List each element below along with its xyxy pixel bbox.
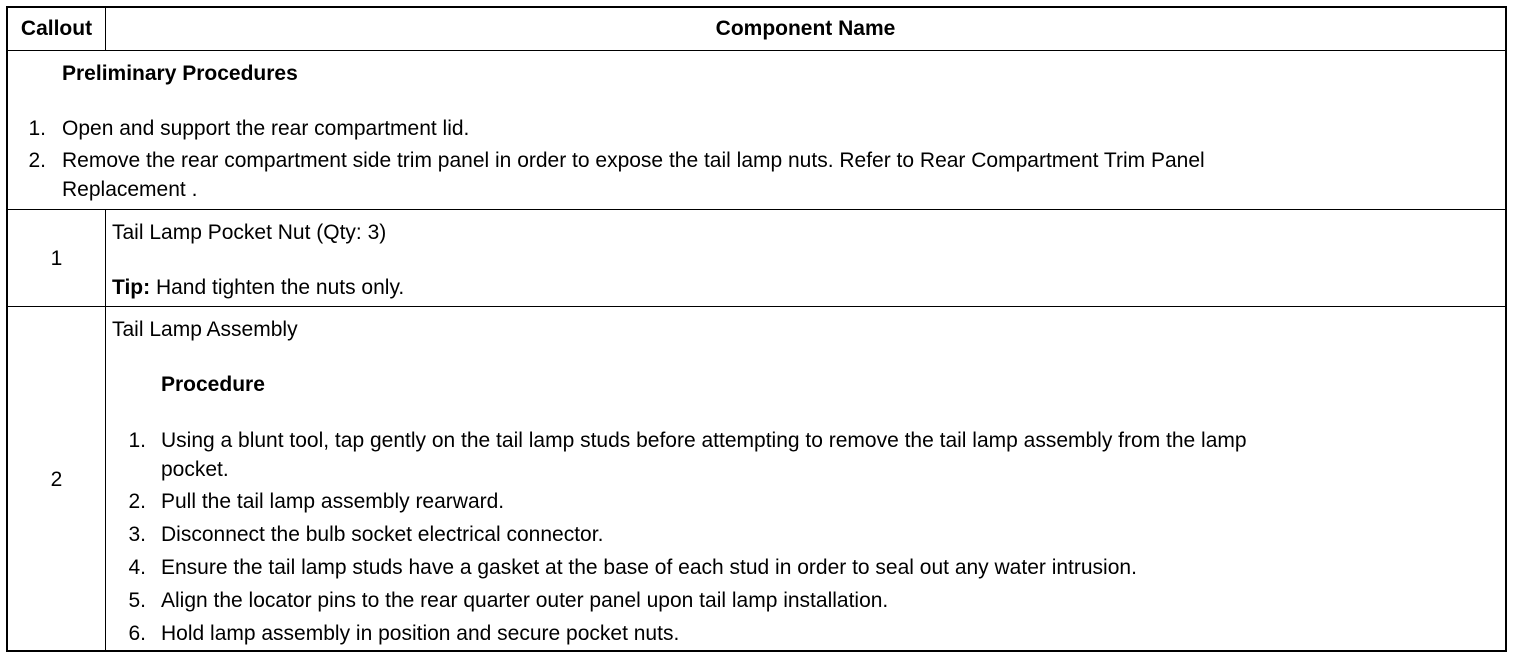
procedure-step-text: Using a blunt tool, tap gently on the tail lamp studs before attempting to remove the tail lamp assembly from the lamp bbox=[161, 429, 1247, 452]
procedure-step-number: 5. bbox=[128, 589, 146, 612]
procedure-step-text: Pull the tail lamp assembly rearward. bbox=[161, 490, 505, 513]
callout-header: Callout bbox=[20, 17, 93, 40]
table-row bbox=[8, 210, 1505, 307]
procedure-step-number: 6. bbox=[128, 622, 146, 645]
procedure-step-text: Align the locator pins to the rear quarter outer panel upon tail lamp installation. bbox=[161, 589, 889, 612]
tip-text: Hand tighten the nuts only. bbox=[150, 276, 405, 299]
procedure-step-number: 4. bbox=[128, 556, 146, 579]
procedure-step-text: Disconnect the bulb socket electrical connector. bbox=[161, 523, 604, 546]
column-divider bbox=[105, 307, 106, 650]
column-divider bbox=[105, 210, 106, 306]
component-name: Tail Lamp Pocket Nut (Qty: 3) bbox=[112, 221, 387, 244]
procedure-title: Procedure bbox=[161, 373, 265, 396]
procedure-step-number: 2. bbox=[128, 490, 146, 513]
preliminary-step-text: Open and support the rear compartment lid. bbox=[62, 117, 470, 140]
component-table bbox=[6, 6, 1507, 652]
procedure-step-text: Hold lamp assembly in position and secure pocket nuts. bbox=[161, 622, 680, 645]
procedure-step-number: 3. bbox=[128, 523, 146, 546]
component-name: Tail Lamp Assembly bbox=[112, 318, 298, 341]
header-row bbox=[8, 8, 1505, 51]
preliminary-step-text: Remove the rear compartment side trim panel in order to expose the tail lamp nuts. Refer to Rear Compartment Trim Panel bbox=[62, 149, 1205, 172]
preliminary-step-number: 2. bbox=[28, 149, 46, 172]
tip-label: Tip: bbox=[112, 276, 151, 299]
preliminary-title: Preliminary Procedures bbox=[62, 62, 298, 85]
preliminary-step-number: 1. bbox=[28, 117, 46, 140]
tip-note bbox=[112, 273, 404, 302]
procedure-step-text-continued: pocket. bbox=[161, 458, 229, 481]
component-name-header: Component Name bbox=[715, 17, 896, 40]
callout-number: 2 bbox=[50, 468, 63, 491]
table-row bbox=[8, 307, 1505, 650]
procedure-step-number: 1. bbox=[128, 429, 146, 452]
preliminary-step-text-continued: Replacement . bbox=[62, 178, 198, 201]
procedure-step-text: Ensure the tail lamp studs have a gasket at the base of each stud in order to seal out any water intrusion. bbox=[161, 556, 1137, 579]
callout-number: 1 bbox=[50, 247, 63, 270]
preliminary-row bbox=[8, 51, 1505, 210]
